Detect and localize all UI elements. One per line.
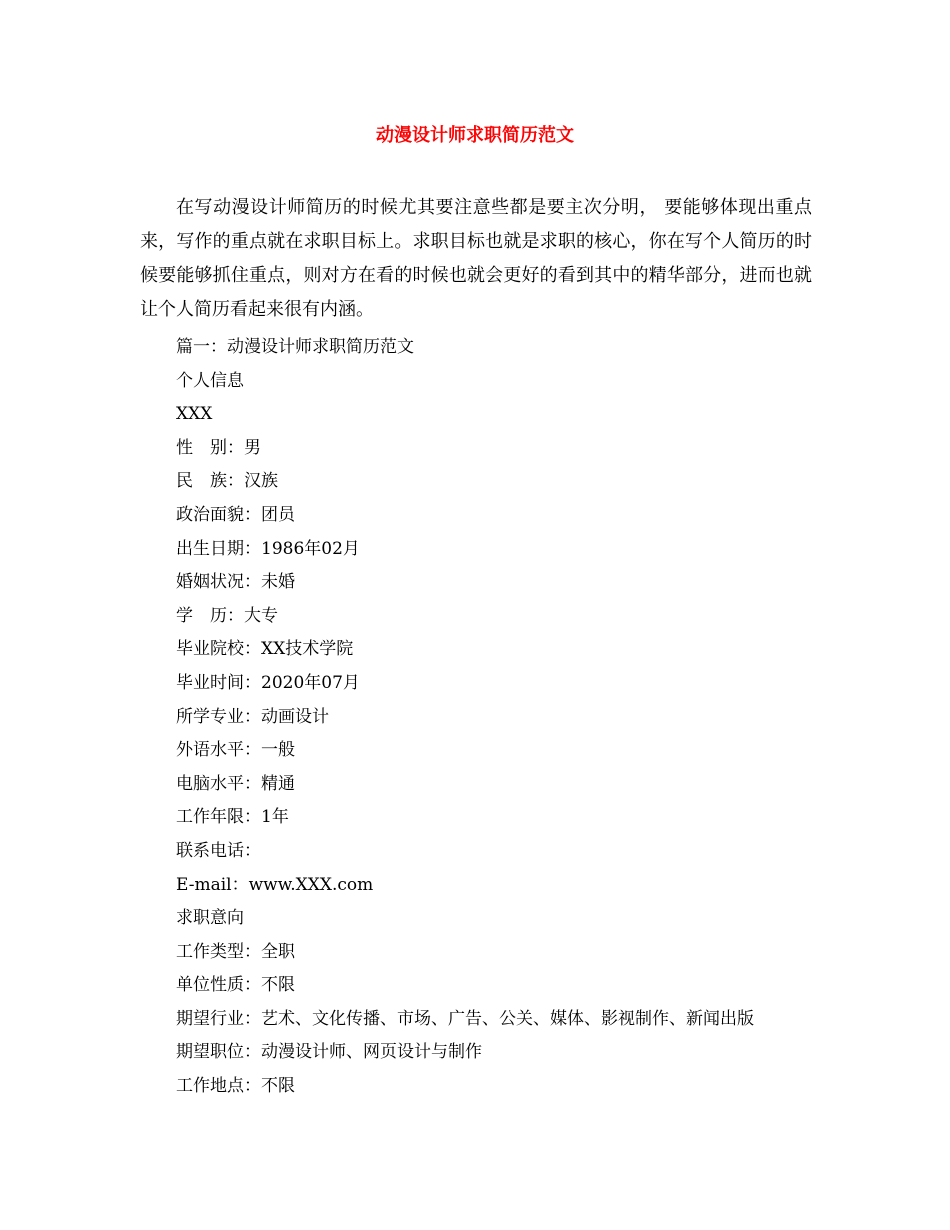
section-heading-job-intention: 求职意向 bbox=[176, 908, 244, 929]
graduation-date-line: 毕业时间：2020年07月 bbox=[176, 672, 360, 693]
email-line: E-mail：www.XXX.com bbox=[176, 874, 374, 895]
language-level-line: 外语水平：一般 bbox=[176, 740, 295, 761]
school-line: 毕业院校：XX技术学院 bbox=[176, 639, 354, 660]
birth-date-line: 出生日期：1986年02月 bbox=[176, 538, 360, 559]
education-line: 学 历：大专 bbox=[176, 605, 278, 626]
ethnicity-line: 民 族：汉族 bbox=[176, 471, 278, 492]
computer-level-line: 电脑水平：精通 bbox=[176, 773, 295, 794]
marital-status-line: 婚姻状况：未婚 bbox=[176, 572, 295, 593]
section-heading-article: 篇一：动漫设计师求职简历范文 bbox=[176, 337, 414, 357]
major-line: 所学专业：动画设计 bbox=[176, 706, 329, 727]
document-title: 动漫设计师求职简历范文 bbox=[376, 125, 574, 146]
expected-position-line: 期望职位：动漫设计师、网页设计与制作 bbox=[176, 1042, 482, 1063]
gender-line: 性 别：男 bbox=[176, 437, 261, 458]
job-type-line: 工作类型：全职 bbox=[176, 941, 295, 962]
resume-lines bbox=[176, 331, 754, 1104]
name-line: XXX bbox=[176, 404, 213, 425]
political-status-line: 政治面貌：团员 bbox=[176, 504, 295, 525]
work-location-line: 工作地点：不限 bbox=[176, 1076, 295, 1097]
work-years-line: 工作年限：1年 bbox=[176, 807, 289, 828]
section-heading-personal-info: 个人信息 bbox=[176, 370, 244, 391]
expected-industry-line: 期望行业：艺术、文化传播、市场、广告、公关、媒体、影视制作、新闻出版 bbox=[176, 1008, 754, 1029]
company-type-line: 单位性质：不限 bbox=[176, 975, 295, 996]
phone-line: 联系电话： bbox=[176, 840, 261, 861]
intro-paragraph: 在写动漫设计师简历的时候尤其要注意些都是要主次分明， 要能够体现出重点来，写作的重点就在求职目标上。求职目标也就是求职的核心，你在写个人简历的时候要能够抓住重点，则对方在看的时候也就会更好的看到其中的精华部分，进而也就让个人简历看起来很有内涵。 bbox=[140, 197, 812, 320]
